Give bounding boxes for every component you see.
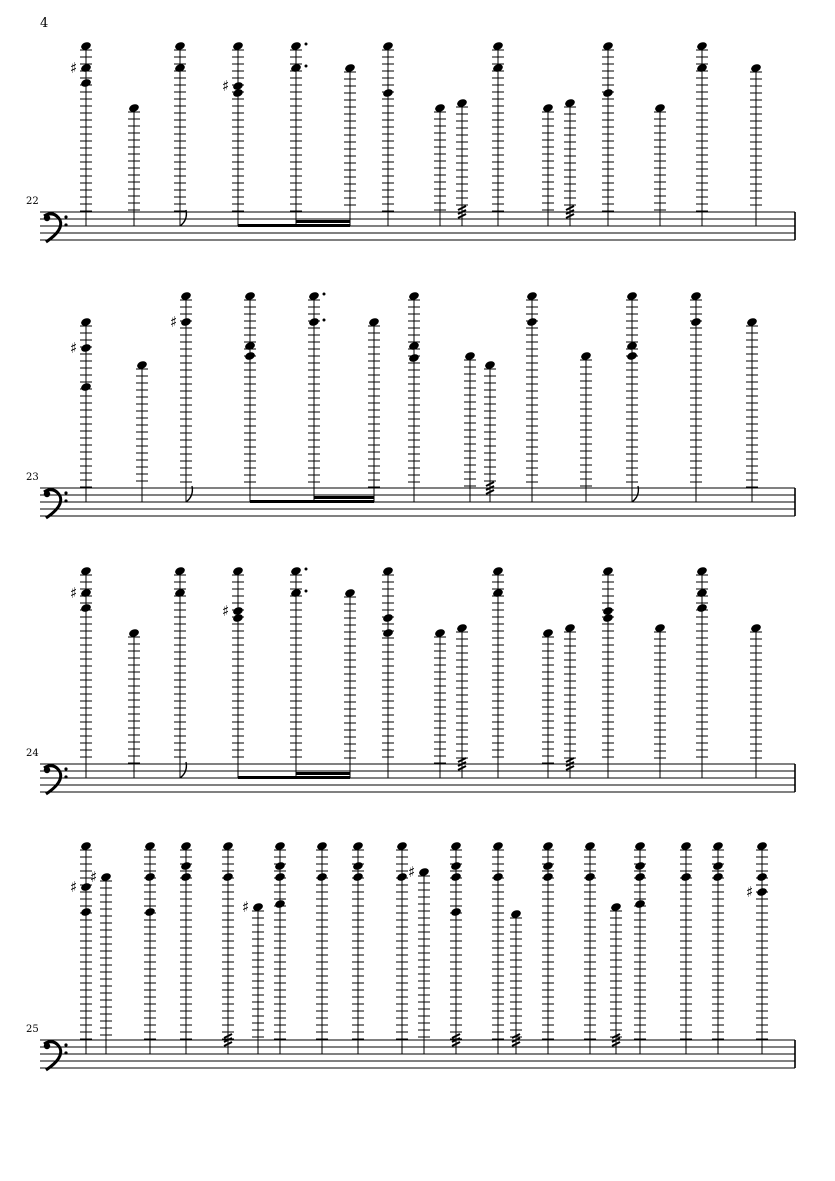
note — [634, 841, 646, 1054]
notehead — [634, 872, 646, 882]
measure-number: 22 — [26, 196, 39, 207]
notehead — [80, 382, 92, 392]
note — [144, 841, 156, 1054]
note — [222, 566, 244, 778]
notehead — [80, 78, 92, 88]
notehead — [232, 613, 244, 623]
notehead — [696, 603, 708, 613]
notehead — [492, 872, 504, 882]
notehead — [526, 317, 538, 327]
note — [602, 41, 614, 226]
note — [344, 588, 356, 778]
beam — [296, 220, 350, 223]
notehead — [232, 88, 244, 98]
note — [274, 841, 286, 1054]
notehead — [382, 88, 394, 98]
bass-clef-icon — [44, 766, 68, 794]
note — [382, 41, 394, 226]
sharp-icon: ♯ — [408, 863, 416, 881]
note — [290, 41, 308, 226]
sharp-icon: ♯ — [222, 77, 230, 95]
note — [382, 566, 394, 778]
note — [244, 291, 256, 502]
notehead — [408, 353, 420, 363]
note — [136, 360, 148, 502]
sharp-icon: ♯ — [746, 883, 754, 901]
note — [352, 841, 364, 1054]
notehead — [382, 613, 394, 623]
note — [396, 841, 408, 1054]
note — [746, 841, 768, 1054]
notehead — [450, 861, 462, 871]
note — [626, 291, 638, 502]
notehead — [144, 872, 156, 882]
note — [654, 623, 666, 778]
notehead — [222, 872, 234, 882]
note — [408, 291, 420, 502]
sharp-icon: ♯ — [90, 868, 98, 886]
note — [222, 841, 234, 1054]
notehead — [602, 606, 614, 616]
system-3 — [26, 566, 795, 794]
measure-number: 24 — [26, 748, 39, 759]
note — [70, 841, 92, 1054]
notehead — [180, 872, 192, 882]
measure-number: 23 — [26, 472, 39, 483]
notehead — [274, 872, 286, 882]
note — [434, 103, 446, 226]
notehead — [712, 861, 724, 871]
system-1 — [26, 41, 795, 242]
note — [564, 623, 576, 778]
notehead — [308, 317, 320, 327]
note — [584, 841, 596, 1054]
notehead — [352, 872, 364, 882]
notehead — [244, 351, 256, 361]
beam — [314, 496, 374, 499]
beam — [238, 776, 350, 779]
notehead — [634, 861, 646, 871]
notehead — [712, 872, 724, 882]
note — [174, 566, 186, 778]
notehead — [542, 861, 554, 871]
note — [222, 41, 244, 226]
notehead — [584, 872, 596, 882]
dot — [305, 568, 308, 571]
notehead — [626, 351, 638, 361]
notehead — [756, 887, 768, 897]
note — [308, 291, 326, 502]
notehead — [80, 603, 92, 613]
notehead — [634, 899, 646, 909]
note — [434, 628, 446, 778]
note — [712, 841, 724, 1054]
notehead — [542, 872, 554, 882]
dot — [305, 65, 308, 68]
system-4 — [26, 841, 795, 1070]
bass-clef-icon — [44, 490, 68, 518]
note — [170, 291, 192, 502]
note — [408, 863, 430, 1054]
sharp-icon: ♯ — [70, 59, 78, 77]
notehead — [756, 872, 768, 882]
notehead — [450, 872, 462, 882]
note — [70, 317, 92, 502]
notehead — [274, 899, 286, 909]
notehead — [316, 872, 328, 882]
sharp-icon: ♯ — [170, 313, 178, 331]
note — [750, 63, 762, 226]
dot — [323, 319, 326, 322]
note — [542, 103, 554, 226]
notehead — [180, 861, 192, 871]
note — [90, 868, 112, 1054]
sharp-icon: ♯ — [70, 584, 78, 602]
note — [492, 566, 504, 778]
note — [316, 841, 328, 1054]
note — [344, 63, 356, 226]
note — [368, 317, 380, 502]
notehead — [382, 628, 394, 638]
sharp-icon: ♯ — [70, 878, 78, 896]
note — [180, 841, 192, 1054]
note — [128, 628, 140, 778]
notehead — [450, 907, 462, 917]
note — [750, 623, 762, 778]
notehead — [144, 907, 156, 917]
note — [174, 41, 186, 226]
notehead — [80, 907, 92, 917]
system-2 — [26, 291, 795, 518]
page-number: 4 — [40, 16, 49, 31]
note — [510, 909, 522, 1054]
sharp-icon: ♯ — [70, 339, 78, 357]
note — [526, 291, 538, 502]
note — [564, 98, 576, 226]
note — [654, 103, 666, 226]
notehead — [680, 872, 692, 882]
notehead — [602, 88, 614, 98]
note — [70, 41, 92, 226]
bass-clef-icon — [44, 1042, 68, 1070]
note — [696, 41, 708, 226]
sharp-icon: ♯ — [222, 602, 230, 620]
note — [580, 351, 592, 502]
sharp-icon: ♯ — [242, 898, 250, 916]
note — [450, 841, 462, 1054]
notehead — [80, 343, 92, 353]
notehead — [180, 317, 192, 327]
notehead — [690, 317, 702, 327]
note — [128, 103, 140, 226]
note — [464, 351, 476, 502]
note — [542, 841, 554, 1054]
note — [456, 623, 468, 778]
dot — [305, 590, 308, 593]
note — [690, 291, 702, 502]
note — [456, 98, 468, 226]
dot — [323, 293, 326, 296]
note — [696, 566, 708, 778]
note — [290, 566, 308, 778]
notehead — [274, 861, 286, 871]
note — [542, 628, 554, 778]
bass-clef-icon — [44, 214, 68, 242]
notehead — [396, 872, 408, 882]
note — [602, 566, 614, 778]
note — [492, 41, 504, 226]
note — [610, 902, 622, 1054]
dot — [305, 43, 308, 46]
note — [70, 566, 92, 778]
notehead — [352, 861, 364, 871]
measure-number: 25 — [26, 1024, 39, 1035]
note — [242, 898, 264, 1054]
beam — [238, 224, 350, 227]
note — [492, 841, 504, 1054]
beam — [296, 772, 350, 775]
note — [746, 317, 758, 502]
note — [680, 841, 692, 1054]
beam — [250, 500, 374, 503]
note — [484, 360, 496, 502]
